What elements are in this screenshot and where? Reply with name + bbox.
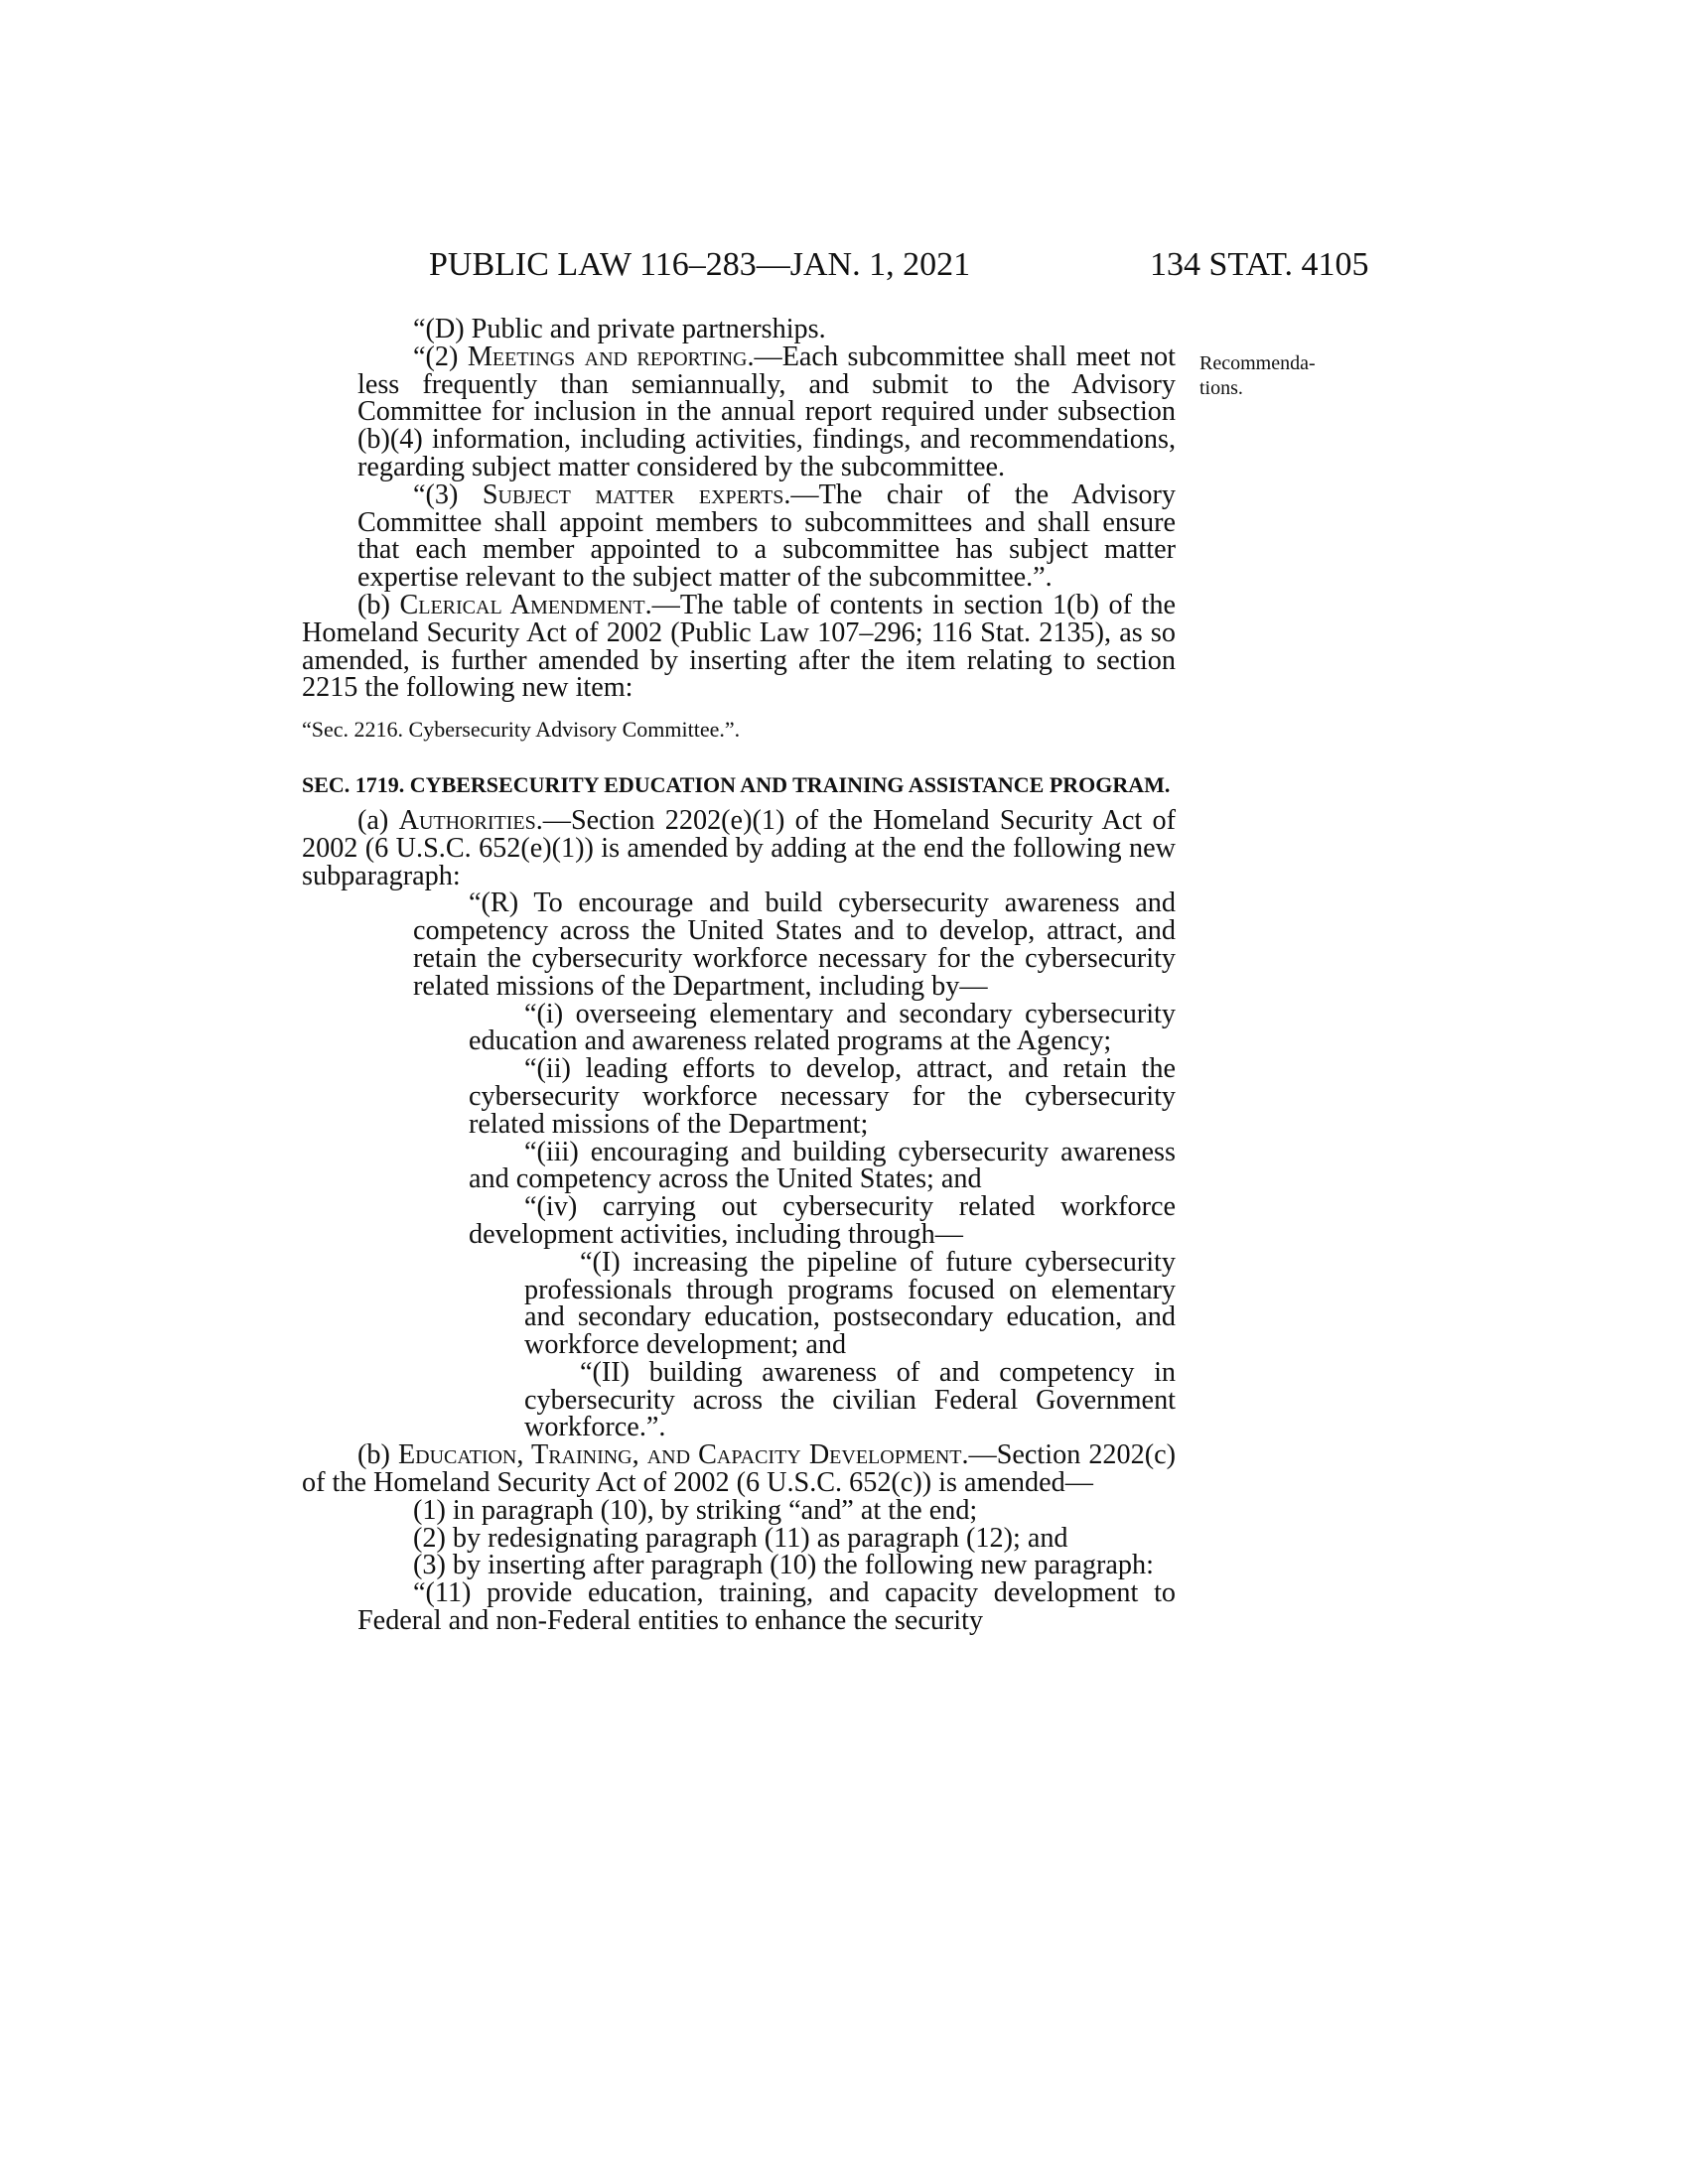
text-run: “(I) increasing the pipeline of future cybersecurity professionals through programs focused on elementary and secondary education, postsecondary education, and workforce development; and — [524, 1246, 1176, 1361]
paragraph — [302, 343, 1176, 481]
text-run: (b) — [357, 1439, 398, 1471]
text-run: “(ii) leading efforts to develop, attract, and retain the cybersecurity workforce necessary for the cybersecurity related missions of the Department; — [469, 1053, 1176, 1140]
text-run: “(3) — [413, 478, 483, 510]
text-run: (b) — [357, 589, 400, 620]
paragraph — [302, 804, 1176, 891]
text-run: (2) by redesignating paragraph (11) as paragraph (12); and — [413, 1522, 1068, 1554]
paragraph — [302, 478, 1176, 594]
paragraph — [302, 998, 1176, 1057]
paragraph — [302, 1246, 1176, 1361]
text-run: .—The table of contents in section 1(b) of the Homeland Security Act of 2002 (Public Law 107–296; 116 Stat. 2135), as so amended, is further amended by inserting after the item relating to section 2215 the following new item: — [302, 589, 1176, 704]
paragraph — [302, 1055, 1176, 1138]
paragraph — [302, 316, 1176, 343]
text-run: .—Section 2202(e)(1) of the Homeland Security Act of 2002 (6 U.S.C. 652(e)(1)) is amended by adding at the end the following new subparagraph: — [302, 804, 1176, 891]
paragraph — [302, 1193, 1176, 1249]
paragraph — [302, 589, 1176, 704]
text-run: “(D) Public and private partnerships. — [413, 314, 826, 344]
paragraph — [302, 1552, 1176, 1579]
text-run: “(i) overseeing elementary and secondary cybersecurity education and awareness related programs at the Agency; — [469, 998, 1176, 1057]
text-run: “(iii) encouraging and building cybersecurity awareness and competency across the United States; and — [469, 1136, 1176, 1195]
text-run: “Sec. 2216. Cybersecurity Advisory Committee.”. — [302, 717, 741, 743]
section-heading — [302, 771, 1176, 799]
paragraph — [302, 889, 1176, 1000]
paragraph — [302, 1522, 1176, 1554]
paragraph — [302, 1136, 1176, 1195]
margin-note-line: tions. — [1199, 377, 1243, 399]
paragraph — [302, 1441, 1176, 1497]
margin-note-line: Recommenda- — [1199, 352, 1316, 374]
heading-run: Education, Training, and Capacity Development — [397, 1439, 962, 1471]
paragraph — [302, 1356, 1176, 1443]
text-run: .—Section 2202(c) of the Homeland Security Act of 2002 (6 U.S.C. 652(c)) is amended— — [302, 1439, 1177, 1499]
text-run: “(II) building awareness of and competency in cybersecurity across the civilian Federal Government workforce.”. — [524, 1356, 1176, 1443]
heading-run: Authorities — [398, 804, 536, 836]
heading-run: Subject matter experts — [482, 478, 784, 510]
text-run: (a) — [357, 804, 399, 836]
text-run: SEC. 1719. CYBERSECURITY EDUCATION AND TRAINING ASSISTANCE PROGRAM. — [302, 771, 1171, 797]
text-run: .—The chair of the Advisory Committee shall appoint members to subcommittees and shall ensure that each member appointed to a subcommittee has subject matter expertise relevant to the subject matter of the subcommittee.”. — [357, 478, 1176, 594]
text-run: (1) in paragraph (10), by striking “and” at the end; — [413, 1494, 978, 1526]
text-run: “(2) — [413, 341, 468, 372]
heading-run: Clerical Amendment — [399, 589, 645, 620]
text-run: “(R) To encourage and build cybersecurity awareness and competency across the United States and to develop, attract, and retain the cybersecurity workforce necessary for the cybersecurity related missions of the Department, including by— — [413, 887, 1176, 1002]
running-header-stat-page: 134 STAT. 4105 — [1150, 246, 1369, 283]
toc-item — [302, 716, 1176, 744]
text-run: “(11) provide education, training, and capacity development to Federal and non-Federal entities to enhance the security — [357, 1577, 1176, 1637]
paragraph — [302, 1579, 1176, 1635]
heading-run: Meetings and reporting — [467, 341, 748, 372]
paragraph — [302, 1494, 1176, 1526]
running-header-law: PUBLIC LAW 116–283—JAN. 1, 2021 — [429, 246, 971, 283]
margin-note — [1199, 351, 1316, 401]
body-text — [302, 316, 1176, 1635]
text-run: (3) by inserting after paragraph (10) the following new paragraph: — [413, 1550, 1154, 1581]
text-run: .—Each subcommittee shall meet not less frequently than semiannually, and submit to the Advisory Committee for inclusion in the annual report required under subsection (b)(4) information, including activities, findings, and recommendations, regarding subject matter considered by the subcommittee. — [357, 341, 1176, 482]
text-run: “(iv) carrying out cybersecurity related workforce development activities, including through— — [469, 1191, 1176, 1250]
